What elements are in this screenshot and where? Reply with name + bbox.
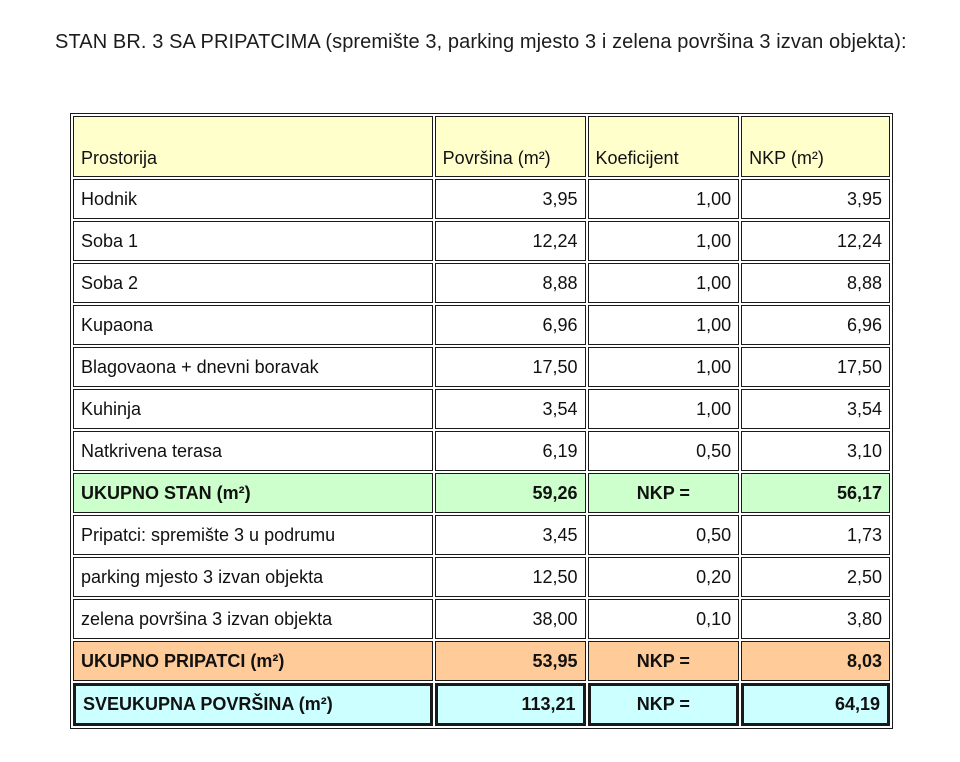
cell-koeficijent: 0,50 <box>588 515 740 555</box>
cell-koeficijent: 1,00 <box>588 221 740 261</box>
table-row <box>73 179 890 219</box>
cell-nkp: 56,17 <box>741 473 890 513</box>
cell-prostorija: Hodnik <box>73 179 433 219</box>
cell-povrsina: 59,26 <box>435 473 586 513</box>
cell-povrsina: 17,50 <box>435 347 586 387</box>
cell-koeficijent: 0,20 <box>588 557 740 597</box>
table-row <box>73 263 890 303</box>
cell-prostorija: Kupaona <box>73 305 433 345</box>
cell-prostorija: Soba 1 <box>73 221 433 261</box>
cell-koeficijent: 0,50 <box>588 431 740 471</box>
cell-nkp: 3,54 <box>741 389 890 429</box>
cell-povrsina: 3,95 <box>435 179 586 219</box>
cell-povrsina: 53,95 <box>435 641 586 681</box>
total-pripatci-row <box>73 641 890 681</box>
cell-povrsina: 12,50 <box>435 557 586 597</box>
table-row <box>73 221 890 261</box>
cell-koeficijent: 1,00 <box>588 179 740 219</box>
cell-prostorija: Soba 2 <box>73 263 433 303</box>
cell-koeficijent: 1,00 <box>588 347 740 387</box>
table-row <box>73 557 890 597</box>
cell-koeficijent: NKP = <box>588 641 740 681</box>
cell-koeficijent: 1,00 <box>588 263 740 303</box>
header-row <box>73 116 890 177</box>
cell-nkp: 1,73 <box>741 515 890 555</box>
table-row <box>73 515 890 555</box>
cell-koeficijent: NKP = <box>588 683 740 726</box>
cell-nkp: 17,50 <box>741 347 890 387</box>
cell-koeficijent: 0,10 <box>588 599 740 639</box>
cell-povrsina: 3,54 <box>435 389 586 429</box>
table-row <box>73 431 890 471</box>
column-header-povrsina: Površina (m²) <box>435 116 586 177</box>
cell-nkp: 6,96 <box>741 305 890 345</box>
cell-nkp: 8,03 <box>741 641 890 681</box>
page-title: STAN BR. 3 SA PRIPATCIMA (spremište 3, parking mjesto 3 i zelena površina 3 izvan objekta): <box>55 31 907 53</box>
cell-povrsina: 8,88 <box>435 263 586 303</box>
cell-prostorija: Blagovaona + dnevni boravak <box>73 347 433 387</box>
cell-prostorija: UKUPNO PRIPATCI (m²) <box>73 641 433 681</box>
cell-prostorija: Pripatci: spremište 3 u podrumu <box>73 515 433 555</box>
table-row <box>73 305 890 345</box>
cell-prostorija: SVEUKUPNA POVRŠINA (m²) <box>73 683 433 726</box>
cell-povrsina: 113,21 <box>435 683 586 726</box>
total-stan-row <box>73 473 890 513</box>
column-header-prostorija: Prostorija <box>73 116 433 177</box>
table-row <box>73 347 890 387</box>
cell-nkp: 8,88 <box>741 263 890 303</box>
column-header-koeficijent: Koeficijent <box>588 116 740 177</box>
cell-nkp: 3,80 <box>741 599 890 639</box>
cell-povrsina: 3,45 <box>435 515 586 555</box>
cell-nkp: 3,95 <box>741 179 890 219</box>
cell-povrsina: 6,96 <box>435 305 586 345</box>
cell-nkp: 64,19 <box>741 683 890 726</box>
cell-prostorija: UKUPNO STAN (m²) <box>73 473 433 513</box>
cell-povrsina: 6,19 <box>435 431 586 471</box>
cell-koeficijent: 1,00 <box>588 305 740 345</box>
cell-prostorija: parking mjesto 3 izvan objekta <box>73 557 433 597</box>
cell-povrsina: 12,24 <box>435 221 586 261</box>
table-row <box>73 389 890 429</box>
cell-nkp: 3,10 <box>741 431 890 471</box>
area-table <box>70 113 893 729</box>
cell-povrsina: 38,00 <box>435 599 586 639</box>
cell-prostorija: Kuhinja <box>73 389 433 429</box>
cell-koeficijent: NKP = <box>588 473 740 513</box>
cell-prostorija: Natkrivena terasa <box>73 431 433 471</box>
table-row <box>73 599 890 639</box>
cell-nkp: 2,50 <box>741 557 890 597</box>
cell-nkp: 12,24 <box>741 221 890 261</box>
grand-total-row <box>73 683 890 726</box>
cell-koeficijent: 1,00 <box>588 389 740 429</box>
column-header-nkp: NKP (m²) <box>741 116 890 177</box>
cell-prostorija: zelena površina 3 izvan objekta <box>73 599 433 639</box>
